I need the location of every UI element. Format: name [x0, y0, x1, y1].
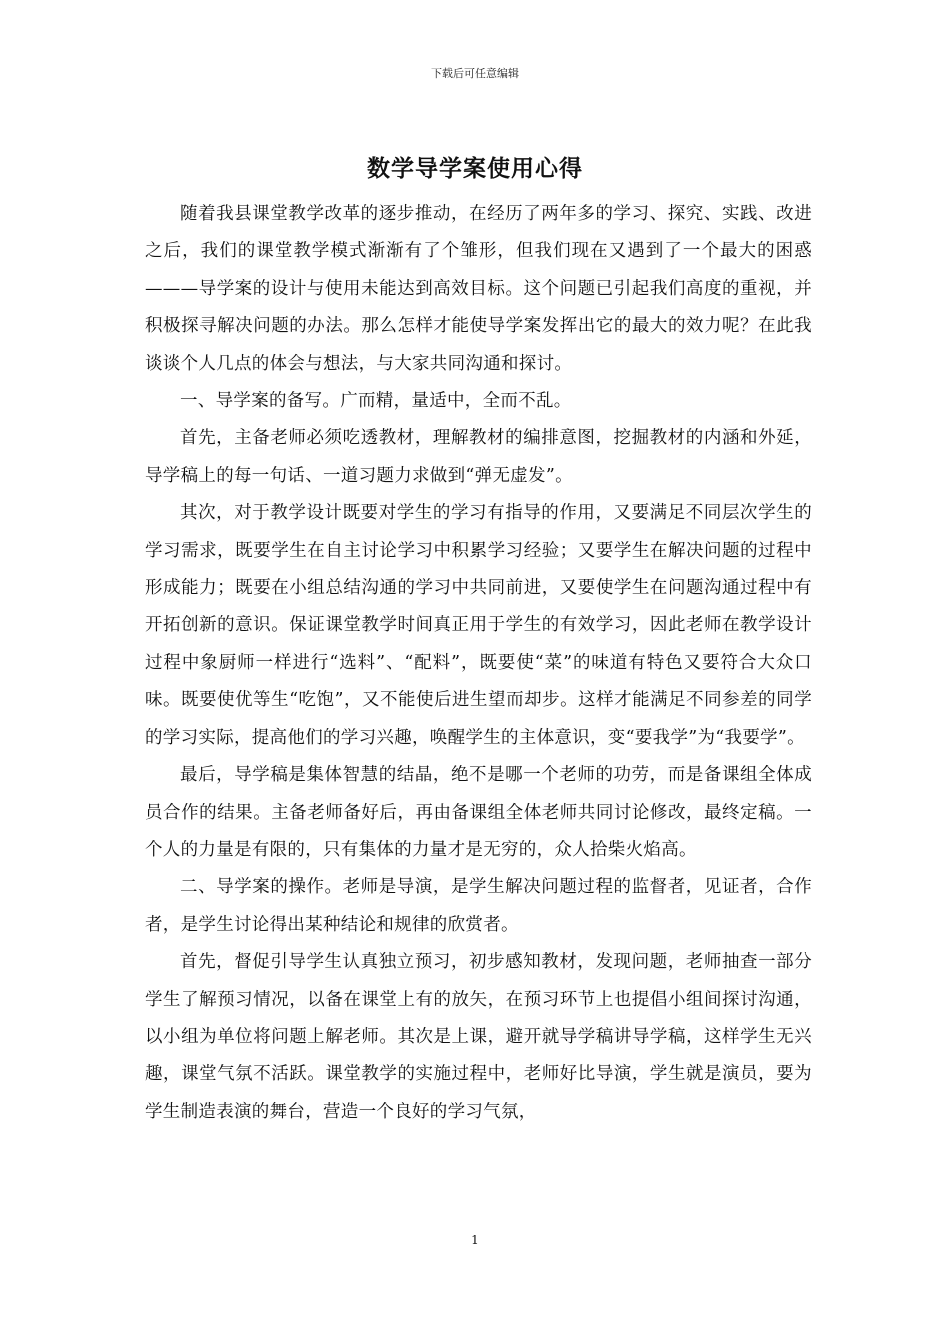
paragraph-second: 其次，对于教学设计既要对学生的学习有指导的作用，又要满足不同层次学生的学习需求，既要学生在自主讨论学习中积累学习经验；又要学生在解决问题的过程中形成能力；既要在小组总结沟通的学习中共同前进，又要使学生在问题沟通过程中有开拓创新的意识。保证课堂教学时间真正用于学生的有效学习，因此老师在教学设计过程中象厨师一样进行“选料”、“配料”，既要使“菜”的味道有特色又要符合大众口味。既要使优等生“吃饱”，又不能使后进生望而却步。这样才能满足不同参差的同学的学习实际，提高他们的学习兴趣，唤醒学生的主体意识，变“要我学”为“我要学”。	[145, 503, 812, 748]
page-number: 1	[471, 1233, 479, 1247]
paragraph-first: 首先，主备老师必须吃透教材，理解教材的编排意图，挖掘教材的内涵和外延，导学稿上的每一句话、一道习题力求做到“弹无虚发”。	[145, 428, 812, 486]
document-body	[145, 196, 812, 1131]
document-title: 数学导学案使用心得	[367, 156, 583, 182]
page-header-note: 下载后可任意编辑	[431, 67, 519, 80]
section-heading-preparation: 一、导学案的备写。广而精，量适中，全而不乱。	[180, 391, 572, 412]
paragraph-intro: 随着我县课堂教学改革的逐步推动，在经历了两年多的学习、探究、实践、改进之后，我们的课堂教学模式渐渐有了个雏形，但我们现在又遇到了一个最大的困惑———导学案的设计与使用未能达到高效目标。这个问题已引起我们高度的重视，并积极探寻解决问题的办法。那么怎样才能使导学案发挥出它的最大的效力呢？在此我谈谈个人几点的体会与想法，与大家共同沟通和探讨。	[145, 204, 812, 374]
paragraph-operation-first: 首先，督促引导学生认真独立预习，初步感知教材，发现问题，老师抽查一部分学生了解预习情况，以备在课堂上有的放矢，在预习环节上也提倡小组间探讨沟通，以小组为单位将问题上解老师。其次是上课，避开就导学稿讲导学稿，这样学生无兴趣，课堂气氛不活跃。课堂教学的实施过程中，老师好比导演，学生就是演员，要为学生制造表演的舞台，营造一个良好的学习气氛，	[145, 952, 812, 1122]
paragraph-last: 最后，导学稿是集体智慧的结晶，绝不是哪一个老师的功劳，而是备课组全体成员合作的结果。主备老师备好后，再由备课组全体老师共同讨论修改，最终定稿。一个人的力量是有限的，只有集体的力量才是无穷的，众人拾柴火焰高。	[145, 765, 812, 860]
section-heading-operation: 二、导学案的操作。老师是导演，是学生解决问题过程的监督者，见证者，合作者，是学生讨论得出某种结论和规律的欣赏者。	[145, 877, 812, 935]
